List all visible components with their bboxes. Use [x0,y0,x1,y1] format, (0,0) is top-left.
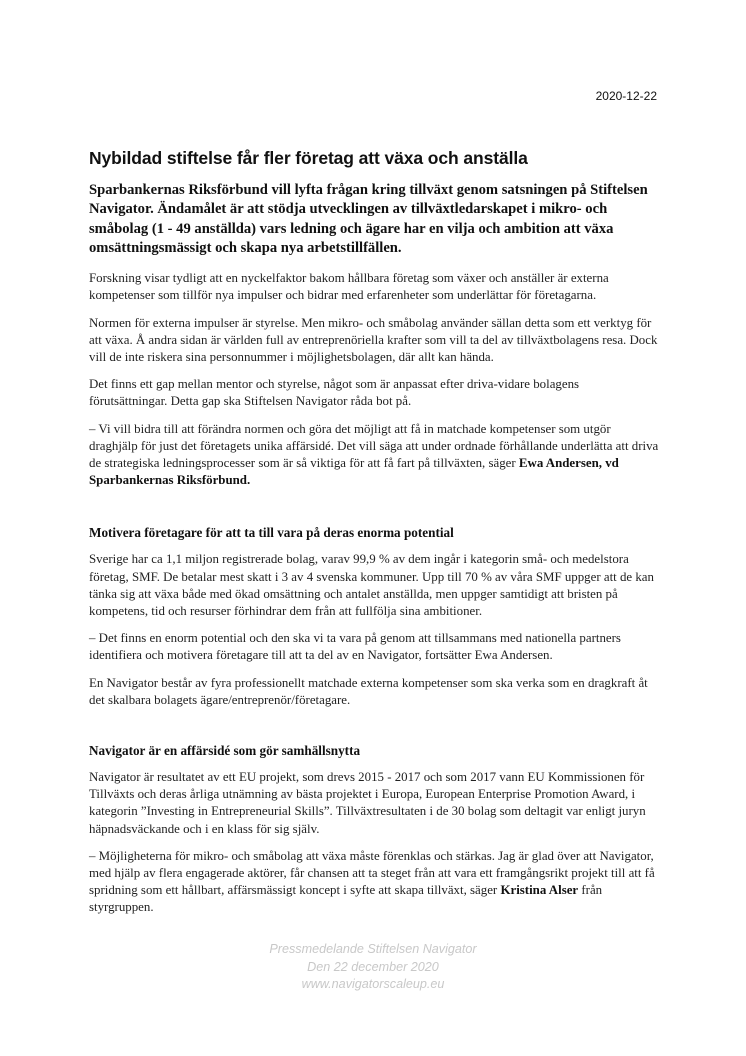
intro-quote-attribution: Ewa Andersen, vd Sparbankernas Riksförbund. [89,456,619,488]
section-1-paragraph-1: Sverige har ca 1,1 miljon registrerade bolag, varav 99,9 % av dem ingår i kategorin små- och medelstora företag, SMF. De betalar mest skatt i 3 av 4 svenska kommuner. Upp till 70 % av våra SMF uppger att de kan tänka sig att växa både med ökad omsättning och antalet anställda, men uppger samtidigt att bristen på kompetens, tid och resurser förhindrar dem från att fullfölja sina ambitioner. [89,552,654,619]
intro-quote [89,421,659,490]
footer-line-2: Den 22 december 2020 [307,959,439,974]
document-date: 2020-12-22 [595,89,657,103]
footer-website-link[interactable]: www.navigatorscaleup.eu [301,977,445,991]
intro-paragraph-3: Det finns ett gap mellan mentor och styrelse, något som är anpassat efter driva-vidare bolagens förutsättningar. Detta gap ska Stiftelsen Navigator råda bot på. [89,377,580,409]
section-2-heading: Navigator är en affärsidé som gör samhällsnytta [89,743,361,759]
lead-paragraph: Sparbankernas Riksförbund vill lyfta frågan kring tillväxt genom satsningen på Stiftelsen Navigator. Ändamålet är att stödja utvecklingen av tillväxtledarskapet i mikro- och småbolag (1 - 49 anställda) vars ledning och ägare har en vilja och ambition att växa omsättningsmässigt och skapa nya arbetstillfällen. [89,182,648,256]
page-footer [0,941,746,994]
section-2-quote-text: – Möjligheterna för mikro- och småbolag att växa måste förenklas och stärkas. Jag är glad över att Navigator, med hjälp av flera engagerade aktörer, får chansen att ta steget från att vara ett framgångsrikt projekt till att få spridning som ett hållbart, affärsmässigt koncept i syfte att skapa tillväxt, säger [89,848,655,898]
intro-paragraph-1: Forskning visar tydligt att en nyckelfaktor bakom hållbara företag som växer och anställer är externa kompetenser som tillför nya impulser och bidrar med erfarenheter som underlättar för företagarna. [89,271,609,303]
section-2-quote-tail: från styrgruppen. [89,883,603,915]
intro-paragraph-2: Normen för externa impulser är styrelse. Men mikro- och småbolag använder sällan detta som ett verktyg för att växa. Å andra sidan är världen full av entreprenöriella krafter som vill ta del av tillväxtbolagens resa. Dock vill de inte riskera sina personnummer i möjlighetsbolagen, där allt kan hända. [89,315,658,364]
section-2-quote-attribution: Kristina Alser [500,883,579,898]
section-1-heading: Motivera företagare för att ta till vara på deras enorma potential [89,525,454,541]
intro-quote-text: – Vi vill bidra till att förändra normen och göra det möjligt att få in matchade kompetenser som utgör draghjälp för just det företagets unika affärsidé. Det vill säga att under ordnade förhållande underlätta att driva de strategiska ledningsprocesser som är så viktiga för att få fart på tillväxten, säger [89,421,659,471]
page-title: Nybildad stiftelse får fler företag att växa och anställa [89,148,528,168]
footer-line-1: Pressmedelande Stiftelsen Navigator [269,942,477,956]
section-2-quote [89,848,659,917]
document-body [89,148,659,927]
section-2-paragraph-1: Navigator är resultatet av ett EU projekt, som drevs 2015 - 2017 och som 2017 vann EU Kommissionen för Tillväxts och deras årliga utnämning av bästa projektet i Europa, European Enterprise Promotion Award, i kategorin ”Investing in Entrepreneurial Skills”. Tillväxtresultaten i de 30 bolag som deltagit var enligt juryn häpnadsväckande och i en klass för sig själv. [89,770,646,836]
section-1-paragraph-2: – Det finns en enorm potential och den ska vi ta vara på genom att tillsammans med nationella partners identifiera och motivera företagare till att ta del av en Navigator, fortsätter Ewa Andersen. [89,631,621,663]
section-1-paragraph-3: En Navigator består av fyra professionellt matchade externa kompetenser som ska verka som en dragkraft åt det skalbara bolagets ägare/entreprenör/företagare. [89,675,648,707]
